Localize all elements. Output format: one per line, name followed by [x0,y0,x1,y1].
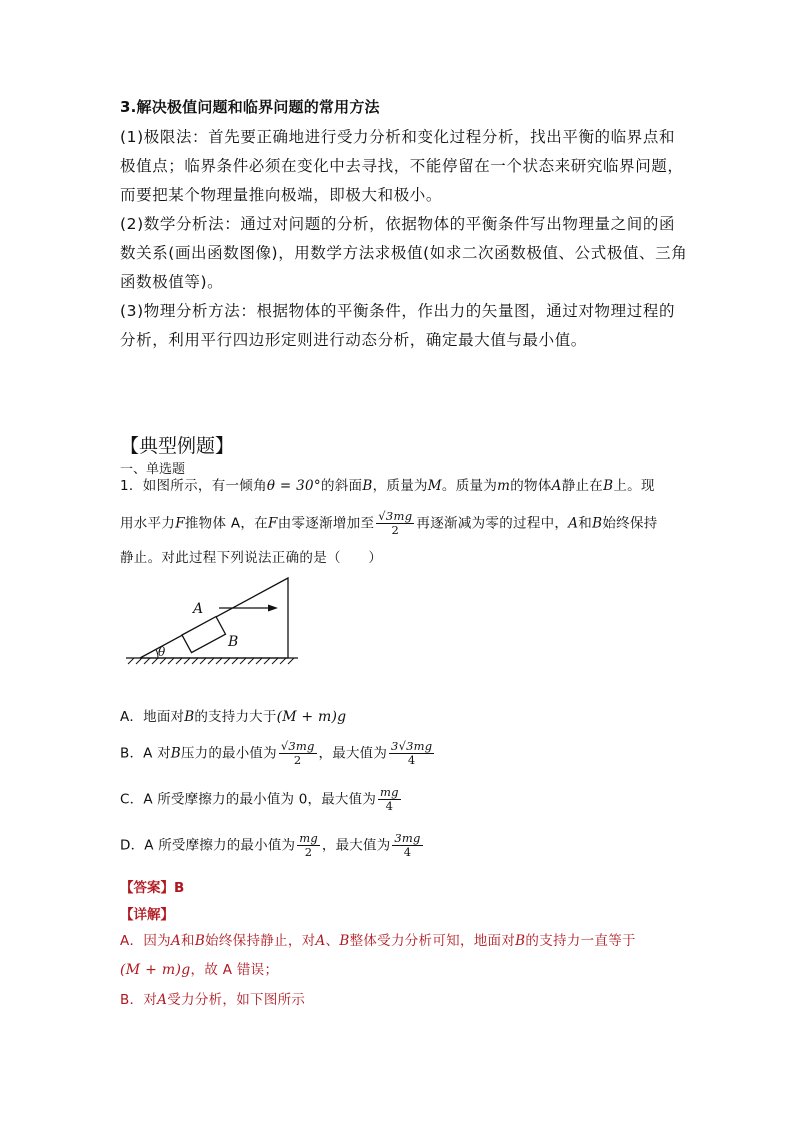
detail-var-B: B [194,933,206,949]
option-D [120,832,425,859]
option-text: C．A 所受摩擦力的最小值为 0，最大值为 [120,791,377,808]
answer-row [120,876,184,896]
detail-var-B: B [339,933,350,949]
q-text: 由零逐渐增加至 [277,515,375,532]
option-B [120,740,436,767]
detail-line-1 [120,931,636,951]
q-var-m: m [497,478,511,494]
q-text: 始终保持 [602,515,658,532]
detail-label: 【详解】 [120,907,174,923]
label-B: B [228,634,239,650]
method-1-line-1: (1)极限法：首先要正确地进行受力分析和变化过程分析，找出平衡的临界点和 [120,128,676,146]
q-text: ，质量为 [372,478,428,494]
q-text: 的物体 [510,478,552,494]
method-2-line-3: 函数极值等)。 [120,273,224,291]
frac-den: 2 [293,753,302,767]
question-line-1 [120,476,655,496]
q-var-A: A [568,515,579,532]
q-theta: θ = 30° [266,478,321,494]
q-text: 静止在 [561,478,604,494]
option-A [120,705,346,725]
detail-expr: (M + m)g [120,962,191,978]
frac-num: 3mg [394,831,421,845]
option-C [120,786,403,813]
detail-var-A: A [315,933,326,949]
question-line-3: 静止。对此过程下列说法正确的是（ ） [120,550,383,566]
section-heading: 3.解决极值问题和临界问题的常用方法 [120,98,380,116]
q-var-B: B [362,478,373,494]
section-title: 【典型例题】 [120,435,235,457]
question-line-2 [120,510,658,537]
q-text: 上。现 [613,478,655,494]
q-fraction-num: √3mg [378,509,413,523]
method-1-line-3: 而要把某个物理量推向极端，即极大和极小。 [120,186,443,204]
opt-fraction [279,740,317,767]
opt-expr: (M + m)g [276,709,347,725]
detail-text: ，故 A 错误； [190,962,279,978]
answer-label: 【答案】 [120,880,174,896]
frac-num: mg [380,785,399,799]
subsection-title: 一、单选题 [120,462,186,477]
detail-text: B．对 [120,992,158,1008]
frac-den: 4 [385,799,394,813]
frac-den: 2 [304,845,313,859]
detail-var-B: B [515,933,526,949]
option-text: D．A 所受摩擦力的最小值为 [120,837,296,854]
detail-var-A: A [157,992,168,1008]
method-3-line-2: 分析，利用平行四边形定则进行动态分析，确定最大值与最小值。 [120,331,587,349]
option-text: 压力的最小值为 [180,745,277,762]
q-fraction [376,510,414,537]
detail-line-2 [120,960,278,980]
method-2-line-2: 数关系(画出函数图像)，用数学方法求极值(如求二次函数极值、公式极值、三角 [120,244,688,262]
answer-value: B [174,880,185,896]
q-var-F: F [268,515,278,532]
option-text: B．A 对 [120,745,171,762]
detail-var-A: A [170,933,181,949]
q-text: 推物体 A，在 [184,515,269,532]
opt-var-B: B [170,745,181,762]
method-1 [120,127,687,359]
opt-fraction [378,786,401,813]
label-A: A [193,601,204,617]
incline-figure [120,576,305,666]
detail-text: 整体受力分析可知，地面对 [349,933,516,949]
frac-den: 4 [403,845,412,859]
detail-text: 、 [325,933,340,949]
detail-text: A．因为 [120,933,171,949]
q-text: 。质量为 [441,478,498,494]
detail-text: 的支持力一直等于 [525,933,636,949]
q-var-M: M [427,478,442,494]
detail-text: 和 [181,933,195,949]
block-A [182,617,226,653]
option-text: A．地面对 [120,709,185,725]
q-var-F: F [175,515,185,532]
method-2-line-1: (2)数学分析法：通过对问题的分析，依据物体的平衡条件写出物理量之间的函 [120,215,676,233]
q-text: 用水平力 [120,515,176,532]
detail-line-3 [120,990,305,1010]
frac-num: mg [299,831,318,845]
q-text: 1．如图所示，有一倾角 [120,478,267,494]
option-text: 的支持力大于 [194,709,277,725]
opt-fraction [392,832,422,859]
option-text: ，最大值为 [321,837,391,854]
frac-num: 3√3mg [391,739,433,753]
opt-var-B: B [184,709,195,725]
q-text: 和 [578,515,593,532]
frac-den: 4 [407,753,416,767]
label-theta: θ [158,645,166,659]
q-var-A: A [551,478,562,494]
q-var-B: B [592,515,603,532]
q-text: 再逐渐减为零的过程中， [416,515,569,532]
option-text: ，最大值为 [318,745,388,762]
ground-hatching [128,658,294,664]
method-1-line-2: 极值点；临界条件必须在变化中去寻找，不能停留在一个状态来研究临界问题， [120,157,684,175]
opt-fraction [389,740,434,767]
q-var-B: B [603,478,614,494]
opt-fraction [297,832,320,859]
method-3-line-1: (3)物理分析方法：根据物体的平衡条件，作出力的矢量图，通过对物理过程的 [120,302,676,320]
force-arrow-head [268,605,278,612]
detail-text: 受力分析，如下图所示 [167,992,306,1008]
frac-num: √3mg [280,739,315,753]
detail-text: 始终保持静止，对 [205,933,316,949]
q-fraction-den: 2 [391,523,400,537]
q-text: 的斜面 [320,478,363,494]
